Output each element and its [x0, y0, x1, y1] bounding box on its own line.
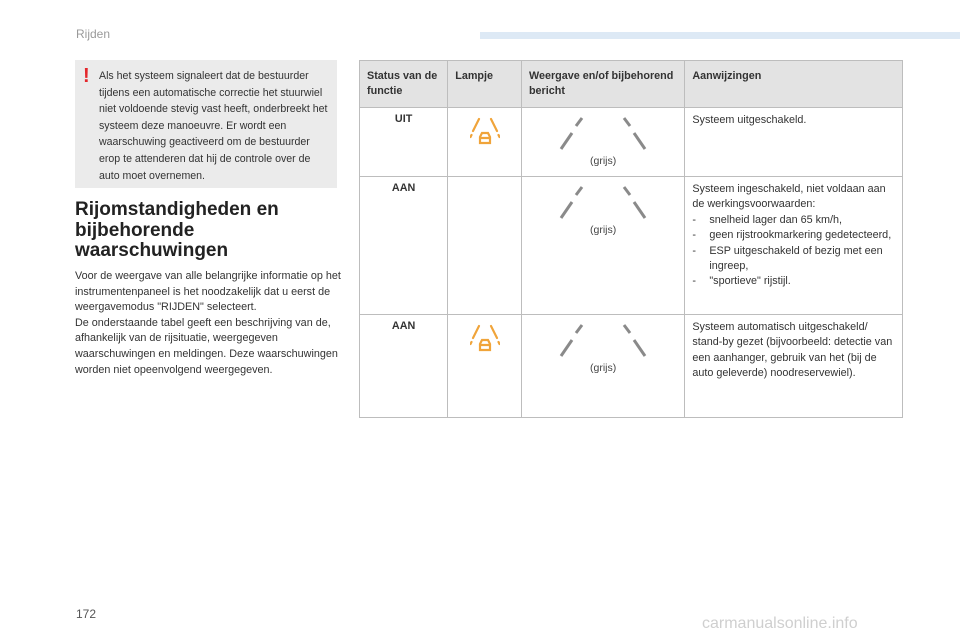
lamp-cell — [448, 177, 522, 315]
note-text: Systeem ingeschakeld, niet voldaan aan de werkingsvoorwaarden: — [692, 183, 886, 211]
body-text — [75, 269, 350, 378]
notes-cell — [685, 315, 903, 418]
display-cell — [521, 177, 684, 315]
notes-cell — [685, 108, 903, 177]
table-header-row — [360, 61, 903, 108]
warning-box — [75, 60, 337, 188]
status-cell: UIT — [360, 108, 448, 177]
warning-text: Als het systeem signaleert dat de bestuurder tijdens een automatische correctie het stuurwiel niet voldoende stevig vast heeft, onderbreekt het systeem deze manoeuvre. Er wordt een waarschuwing geactiveerd om de bestuurder erop te attenderen dat hij de controle over de auto moet overnemen. — [99, 70, 328, 182]
page-number: 172 — [76, 607, 97, 621]
status-cell: AAN — [360, 177, 448, 315]
section-title: Rijomstandigheden en bijbehorende waarschuwingen — [75, 199, 279, 261]
lane-departure-lamp-icon — [470, 324, 500, 354]
header-notes: Aanwijzingen — [685, 61, 903, 108]
header-bar — [480, 32, 960, 39]
body-paragraph-1: Voor de weergave van alle belangrijke informatie op het instrumentenpaneel is het noodzakelijk dat u eerst de weergavemodus "RIJDEN" selecteert. — [75, 270, 341, 314]
display-label: (grijs) — [590, 155, 617, 167]
note-text: Systeem automatisch uitgeschakeld/ stand-by gezet (bijvoorbeeld: detectie van een aanhanger, gebruik van het (bij de auto geleverde) noodreservewiel). — [692, 321, 893, 380]
watermark: carmanualsonline.info — [702, 615, 858, 632]
table-row — [360, 108, 903, 177]
header-title: Rijden — [76, 27, 111, 41]
lane-departure-lamp-icon — [470, 117, 500, 147]
header-display: Weergave en/of bijbehorend bericht — [521, 61, 684, 108]
lane-lines-grey-icon — [555, 116, 651, 152]
status-cell: AAN — [360, 315, 448, 418]
notes-cell — [685, 177, 903, 315]
display-cell — [521, 315, 684, 418]
list-item: - ESP uitgeschakeld of bezig met een ingreep, — [692, 244, 895, 275]
display-cell — [521, 108, 684, 177]
display-label: (grijs) — [590, 224, 617, 236]
lamp-cell — [448, 315, 522, 418]
list-item: - geen rijstrookmarkering gedetecteerd, — [692, 228, 895, 243]
table-row — [360, 315, 903, 418]
display-label: (grijs) — [590, 362, 617, 374]
lamp-cell — [448, 108, 522, 177]
lane-lines-grey-icon — [555, 185, 651, 221]
warnings-table — [359, 60, 903, 418]
lane-lines-grey-icon — [555, 323, 651, 359]
conditions-list — [692, 213, 895, 290]
list-item: - snelheid lager dan 65 km/h, — [692, 213, 895, 228]
header-lamp: Lampje — [448, 61, 522, 108]
body-paragraph-2: De onderstaande tabel geeft een beschrijving van de, afhankelijk van de rijsituatie, weergegeven waarschuwingen en meldingen. Deze waarschuwingen worden niet opeenvolgend weergegeven. — [75, 316, 338, 376]
list-item: - "sportieve" rijstijl. — [692, 274, 895, 289]
table-row — [360, 177, 903, 315]
warning-exclamation-icon: ! — [83, 65, 90, 87]
note-text: Systeem uitgeschakeld. — [692, 114, 807, 126]
header-status: Status van de functie — [360, 61, 448, 108]
